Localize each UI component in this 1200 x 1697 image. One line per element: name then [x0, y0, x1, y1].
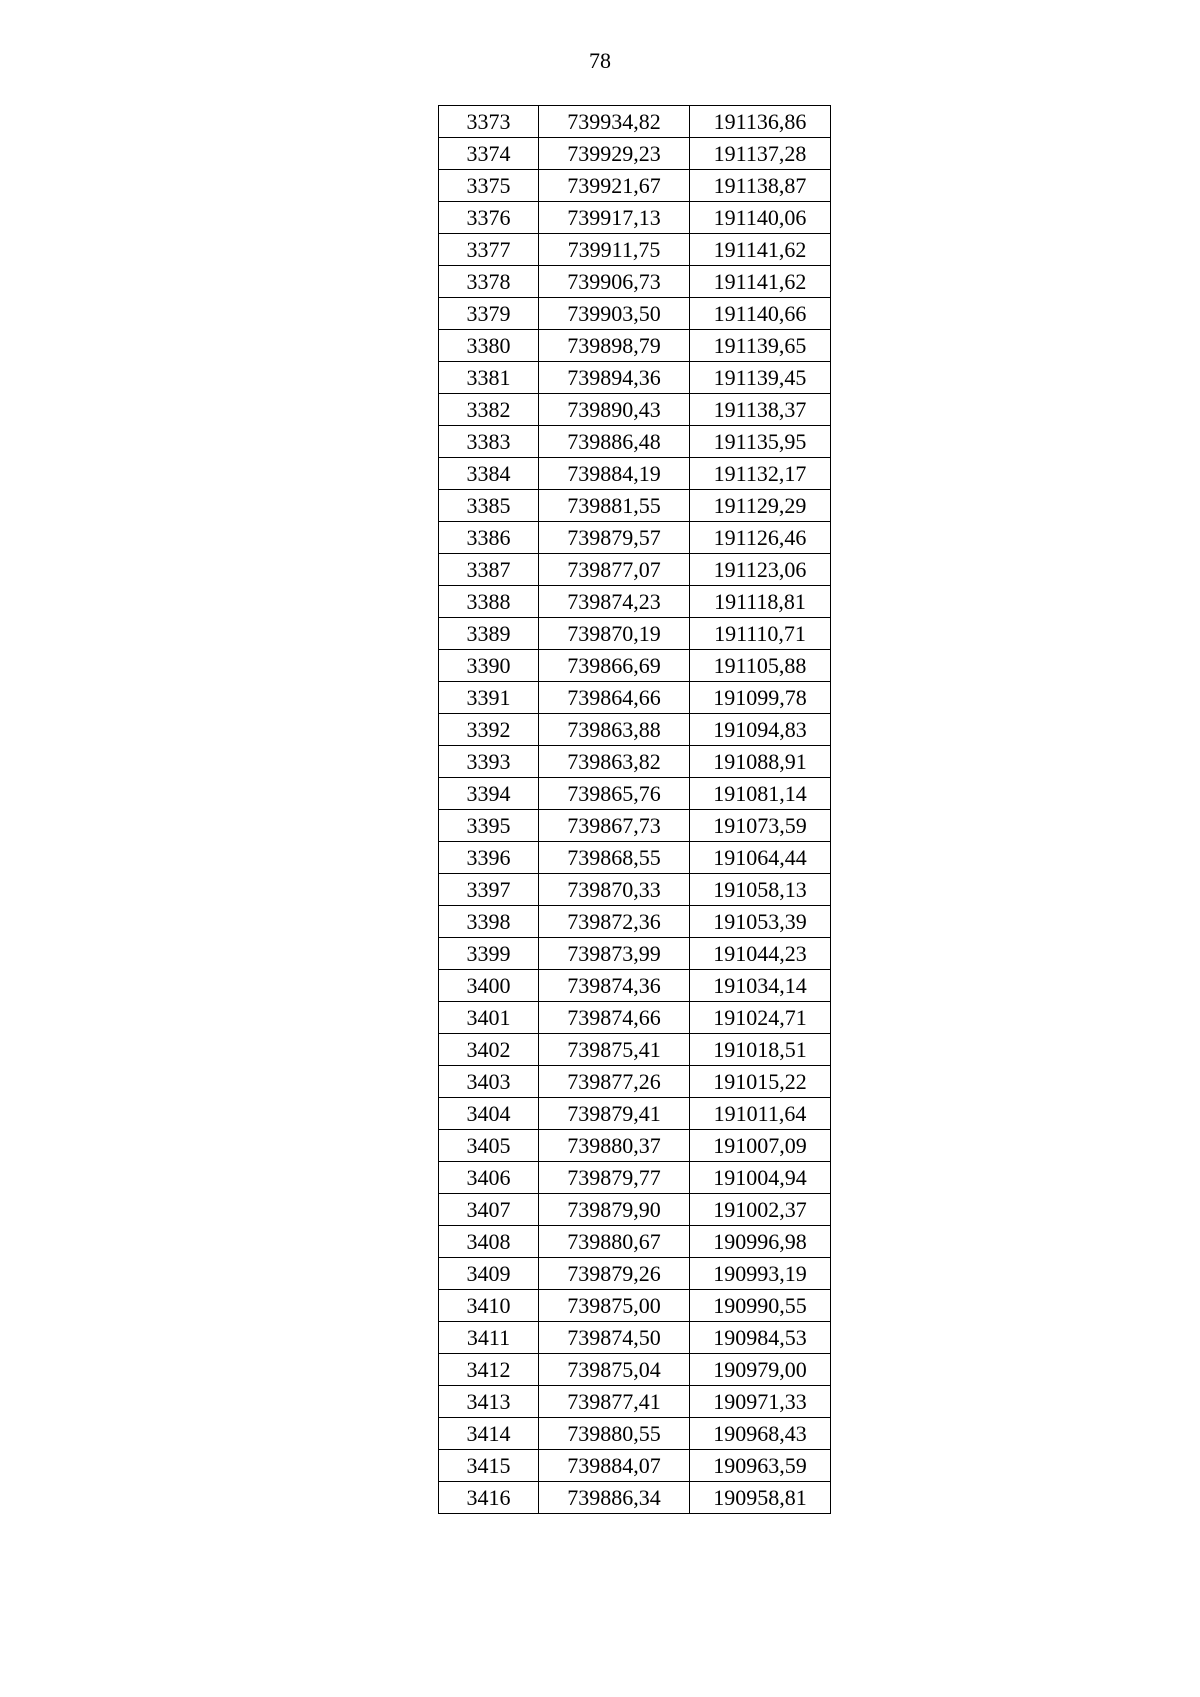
table-row [439, 522, 831, 554]
table-row [439, 1066, 831, 1098]
point-number-cell: 3403 [439, 1066, 539, 1098]
point-number-cell: 3410 [439, 1290, 539, 1322]
x-coordinate-cell: 739879,57 [539, 522, 690, 554]
x-coordinate-cell: 739877,41 [539, 1386, 690, 1418]
point-number-cell: 3377 [439, 234, 539, 266]
x-coordinate-cell: 739867,73 [539, 810, 690, 842]
x-coordinate-cell: 739874,23 [539, 586, 690, 618]
x-coordinate-cell: 739886,34 [539, 1482, 690, 1514]
table-row [439, 1258, 831, 1290]
point-number-cell: 3386 [439, 522, 539, 554]
y-coordinate-cell: 191140,06 [690, 202, 831, 234]
table-row [439, 1450, 831, 1482]
x-coordinate-cell: 739879,26 [539, 1258, 690, 1290]
y-coordinate-cell: 191034,14 [690, 970, 831, 1002]
x-coordinate-cell: 739875,41 [539, 1034, 690, 1066]
table-row [439, 746, 831, 778]
point-number-cell: 3416 [439, 1482, 539, 1514]
table-row [439, 266, 831, 298]
point-number-cell: 3407 [439, 1194, 539, 1226]
point-number-cell: 3414 [439, 1418, 539, 1450]
point-number-cell: 3413 [439, 1386, 539, 1418]
y-coordinate-cell: 191139,45 [690, 362, 831, 394]
x-coordinate-cell: 739874,66 [539, 1002, 690, 1034]
y-coordinate-cell: 191018,51 [690, 1034, 831, 1066]
point-number-cell: 3415 [439, 1450, 539, 1482]
y-coordinate-cell: 191118,81 [690, 586, 831, 618]
x-coordinate-cell: 739870,19 [539, 618, 690, 650]
x-coordinate-cell: 739875,00 [539, 1290, 690, 1322]
x-coordinate-cell: 739898,79 [539, 330, 690, 362]
y-coordinate-cell: 191137,28 [690, 138, 831, 170]
x-coordinate-cell: 739879,41 [539, 1098, 690, 1130]
table-row [439, 1130, 831, 1162]
y-coordinate-cell: 190958,81 [690, 1482, 831, 1514]
point-number-cell: 3404 [439, 1098, 539, 1130]
table-row [439, 298, 831, 330]
point-number-cell: 3399 [439, 938, 539, 970]
point-number-cell: 3379 [439, 298, 539, 330]
table-row [439, 842, 831, 874]
y-coordinate-cell: 190979,00 [690, 1354, 831, 1386]
point-number-cell: 3397 [439, 874, 539, 906]
point-number-cell: 3390 [439, 650, 539, 682]
point-number-cell: 3395 [439, 810, 539, 842]
y-coordinate-cell: 191094,83 [690, 714, 831, 746]
x-coordinate-cell: 739870,33 [539, 874, 690, 906]
y-coordinate-cell: 191064,44 [690, 842, 831, 874]
point-number-cell: 3387 [439, 554, 539, 586]
y-coordinate-cell: 191002,37 [690, 1194, 831, 1226]
x-coordinate-cell: 739894,36 [539, 362, 690, 394]
table-row [439, 1226, 831, 1258]
point-number-cell: 3384 [439, 458, 539, 490]
y-coordinate-cell: 191058,13 [690, 874, 831, 906]
table-row [439, 202, 831, 234]
table-row [439, 906, 831, 938]
x-coordinate-cell: 739877,07 [539, 554, 690, 586]
y-coordinate-cell: 191138,37 [690, 394, 831, 426]
point-number-cell: 3398 [439, 906, 539, 938]
x-coordinate-cell: 739903,50 [539, 298, 690, 330]
coordinates-table-body [439, 106, 831, 1514]
point-number-cell: 3393 [439, 746, 539, 778]
x-coordinate-cell: 739884,19 [539, 458, 690, 490]
table-row [439, 394, 831, 426]
y-coordinate-cell: 191141,62 [690, 234, 831, 266]
table-row [439, 1386, 831, 1418]
x-coordinate-cell: 739866,69 [539, 650, 690, 682]
y-coordinate-cell: 191015,22 [690, 1066, 831, 1098]
table-row [439, 714, 831, 746]
point-number-cell: 3385 [439, 490, 539, 522]
point-number-cell: 3375 [439, 170, 539, 202]
y-coordinate-cell: 190990,55 [690, 1290, 831, 1322]
table-row [439, 1002, 831, 1034]
table-row [439, 682, 831, 714]
y-coordinate-cell: 191099,78 [690, 682, 831, 714]
point-number-cell: 3392 [439, 714, 539, 746]
x-coordinate-cell: 739886,48 [539, 426, 690, 458]
x-coordinate-cell: 739934,82 [539, 106, 690, 138]
y-coordinate-cell: 191141,62 [690, 266, 831, 298]
y-coordinate-cell: 190968,43 [690, 1418, 831, 1450]
y-coordinate-cell: 191138,87 [690, 170, 831, 202]
point-number-cell: 3373 [439, 106, 539, 138]
table-row [439, 650, 831, 682]
y-coordinate-cell: 191011,64 [690, 1098, 831, 1130]
point-number-cell: 3382 [439, 394, 539, 426]
x-coordinate-cell: 739863,88 [539, 714, 690, 746]
table-row [439, 778, 831, 810]
point-number-cell: 3411 [439, 1322, 539, 1354]
table-row [439, 362, 831, 394]
table-row [439, 1322, 831, 1354]
coordinates-table [438, 105, 831, 1514]
y-coordinate-cell: 190984,53 [690, 1322, 831, 1354]
page-number: 78 [589, 48, 611, 73]
point-number-cell: 3380 [439, 330, 539, 362]
y-coordinate-cell: 190996,98 [690, 1226, 831, 1258]
y-coordinate-cell: 191132,17 [690, 458, 831, 490]
y-coordinate-cell: 191053,39 [690, 906, 831, 938]
y-coordinate-cell: 191126,46 [690, 522, 831, 554]
x-coordinate-cell: 739873,99 [539, 938, 690, 970]
point-number-cell: 3388 [439, 586, 539, 618]
point-number-cell: 3378 [439, 266, 539, 298]
point-number-cell: 3381 [439, 362, 539, 394]
x-coordinate-cell: 739921,67 [539, 170, 690, 202]
table-row [439, 426, 831, 458]
table-row [439, 938, 831, 970]
point-number-cell: 3401 [439, 1002, 539, 1034]
x-coordinate-cell: 739868,55 [539, 842, 690, 874]
y-coordinate-cell: 191007,09 [690, 1130, 831, 1162]
x-coordinate-cell: 739879,90 [539, 1194, 690, 1226]
table-row [439, 1098, 831, 1130]
y-coordinate-cell: 191073,59 [690, 810, 831, 842]
table-row [439, 810, 831, 842]
x-coordinate-cell: 739874,50 [539, 1322, 690, 1354]
point-number-cell: 3374 [439, 138, 539, 170]
y-coordinate-cell: 191081,14 [690, 778, 831, 810]
table-row [439, 586, 831, 618]
table-row [439, 138, 831, 170]
y-coordinate-cell: 190963,59 [690, 1450, 831, 1482]
x-coordinate-cell: 739865,76 [539, 778, 690, 810]
point-number-cell: 3412 [439, 1354, 539, 1386]
point-number-cell: 3402 [439, 1034, 539, 1066]
y-coordinate-cell: 191110,71 [690, 618, 831, 650]
x-coordinate-cell: 739875,04 [539, 1354, 690, 1386]
y-coordinate-cell: 191129,29 [690, 490, 831, 522]
x-coordinate-cell: 739881,55 [539, 490, 690, 522]
y-coordinate-cell: 191123,06 [690, 554, 831, 586]
x-coordinate-cell: 739906,73 [539, 266, 690, 298]
x-coordinate-cell: 739884,07 [539, 1450, 690, 1482]
x-coordinate-cell: 739879,77 [539, 1162, 690, 1194]
table-row [439, 1482, 831, 1514]
y-coordinate-cell: 190971,33 [690, 1386, 831, 1418]
x-coordinate-cell: 739880,37 [539, 1130, 690, 1162]
y-coordinate-cell: 191140,66 [690, 298, 831, 330]
point-number-cell: 3408 [439, 1226, 539, 1258]
x-coordinate-cell: 739911,75 [539, 234, 690, 266]
table-row [439, 874, 831, 906]
x-coordinate-cell: 739874,36 [539, 970, 690, 1002]
point-number-cell: 3376 [439, 202, 539, 234]
y-coordinate-cell: 191136,86 [690, 106, 831, 138]
table-row [439, 1290, 831, 1322]
table-row [439, 1194, 831, 1226]
table-row [439, 1162, 831, 1194]
y-coordinate-cell: 191139,65 [690, 330, 831, 362]
point-number-cell: 3383 [439, 426, 539, 458]
point-number-cell: 3394 [439, 778, 539, 810]
y-coordinate-cell: 191024,71 [690, 1002, 831, 1034]
table-row [439, 618, 831, 650]
x-coordinate-cell: 739880,55 [539, 1418, 690, 1450]
y-coordinate-cell: 190993,19 [690, 1258, 831, 1290]
point-number-cell: 3396 [439, 842, 539, 874]
x-coordinate-cell: 739872,36 [539, 906, 690, 938]
point-number-cell: 3405 [439, 1130, 539, 1162]
y-coordinate-cell: 191105,88 [690, 650, 831, 682]
point-number-cell: 3389 [439, 618, 539, 650]
table-row [439, 1354, 831, 1386]
point-number-cell: 3400 [439, 970, 539, 1002]
table-row [439, 554, 831, 586]
table-row [439, 234, 831, 266]
x-coordinate-cell: 739890,43 [539, 394, 690, 426]
y-coordinate-cell: 191135,95 [690, 426, 831, 458]
table-row [439, 106, 831, 138]
table-row [439, 170, 831, 202]
table-row [439, 490, 831, 522]
x-coordinate-cell: 739864,66 [539, 682, 690, 714]
x-coordinate-cell: 739880,67 [539, 1226, 690, 1258]
x-coordinate-cell: 739877,26 [539, 1066, 690, 1098]
table-row [439, 458, 831, 490]
point-number-cell: 3391 [439, 682, 539, 714]
y-coordinate-cell: 191004,94 [690, 1162, 831, 1194]
point-number-cell: 3409 [439, 1258, 539, 1290]
table-row [439, 1034, 831, 1066]
x-coordinate-cell: 739863,82 [539, 746, 690, 778]
table-row [439, 970, 831, 1002]
x-coordinate-cell: 739917,13 [539, 202, 690, 234]
table-row [439, 330, 831, 362]
x-coordinate-cell: 739929,23 [539, 138, 690, 170]
y-coordinate-cell: 191088,91 [690, 746, 831, 778]
y-coordinate-cell: 191044,23 [690, 938, 831, 970]
table-row [439, 1418, 831, 1450]
point-number-cell: 3406 [439, 1162, 539, 1194]
